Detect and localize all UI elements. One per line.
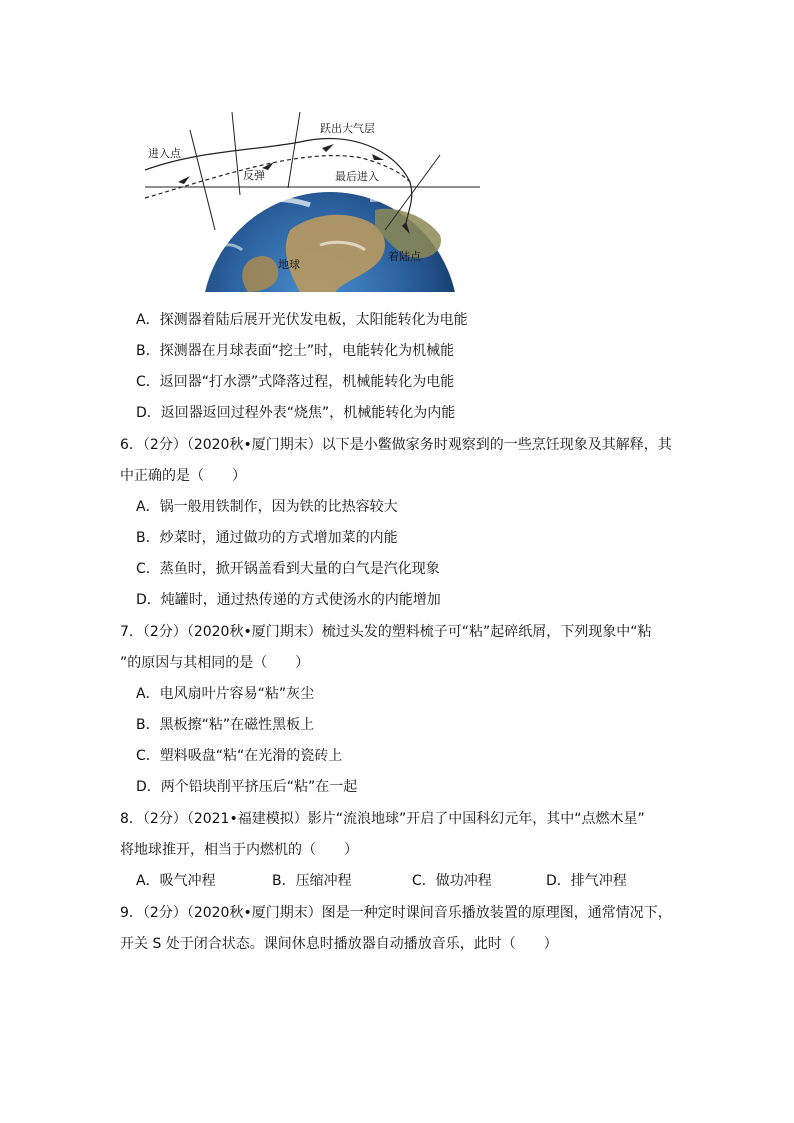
q8-stem-line2: 将地球推开，相当于内燃机的（ ） <box>120 842 358 858</box>
earth-globe <box>202 192 458 295</box>
label-earth: 地球 <box>278 258 300 271</box>
q7-option-a: A．电风扇叶片容易“粘”灰尘 <box>136 686 315 702</box>
label-entry-point: 进入点 <box>148 147 181 160</box>
q8-option-c: C．做功冲程 <box>412 873 492 889</box>
reentry-diagram <box>140 110 485 295</box>
label-skip-out: 跃出大气层 <box>320 122 375 135</box>
label-final-entry: 最后进入 <box>335 170 379 183</box>
label-rebound: 反弹 <box>243 169 265 182</box>
q6-stem-line2: 中正确的是（ ） <box>120 468 246 484</box>
q5-option-b: B．探测器在月球表面“挖土”时，电能转化为机械能 <box>136 343 455 359</box>
q9-stem-line1: 9．（2分）（2020秋•厦门期末）图是一种定时课间音乐播放装置的原理图，通常情况下， <box>120 905 672 921</box>
q7-option-d: D．两个铅块削平挤压后“粘”在一起 <box>136 779 358 795</box>
q8-option-b: B．压缩冲程 <box>272 873 352 889</box>
q8-option-d: D．排气冲程 <box>546 873 627 889</box>
q8-option-a: A．吸气冲程 <box>136 873 216 889</box>
q6-option-a: A．锅一般用铁制作，因为铁的比热容较大 <box>136 499 398 515</box>
q7-option-b: B．黑板擦“粘”在磁性黑板上 <box>136 717 315 733</box>
q7-stem-line1: 7．（2分）（2020秋•厦门期末）梳过头发的塑料梳子可“粘”起碎纸屑，下列现象中“粘 <box>120 624 652 640</box>
q5-option-a: A．探测器着陆后展开光伏发电板，太阳能转化为电能 <box>136 312 468 328</box>
q5-option-c: C．返回器“打水漂”式降落过程，机械能转化为电能 <box>136 374 455 390</box>
q6-option-d: D．炖罐时，通过热传递的方式使汤水的内能增加 <box>136 592 441 608</box>
q7-option-c: C．塑料吸盘“粘“在光滑的瓷砖上 <box>136 748 343 764</box>
q6-option-b: B．炒菜时，通过做功的方式增加菜的内能 <box>136 530 398 546</box>
q5-option-d: D．返回器返回过程外表“烧焦”，机械能转化为内能 <box>136 405 456 421</box>
q6-option-c: C．蒸鱼时，掀开锅盖看到大量的白气是汽化现象 <box>136 561 440 577</box>
q8-stem-line1: 8．（2分）（2021•福建模拟）影片“流浪地球”开启了中国科幻元年，其中“点燃木星” <box>120 811 645 827</box>
q7-stem-line2: ”的原因与其相同的是（ ） <box>120 655 310 671</box>
label-landing-point: 着陆点 <box>388 250 421 263</box>
q9-stem-line2: 开关 S 处于闭合状态。课间休息时播放器自动播放音乐，此时（ ） <box>120 936 558 952</box>
q6-stem-line1: 6．（2分）（2020秋•厦门期末）以下是小鳖做家务时观察到的一些烹饪现象及其解释，其 <box>120 437 672 453</box>
